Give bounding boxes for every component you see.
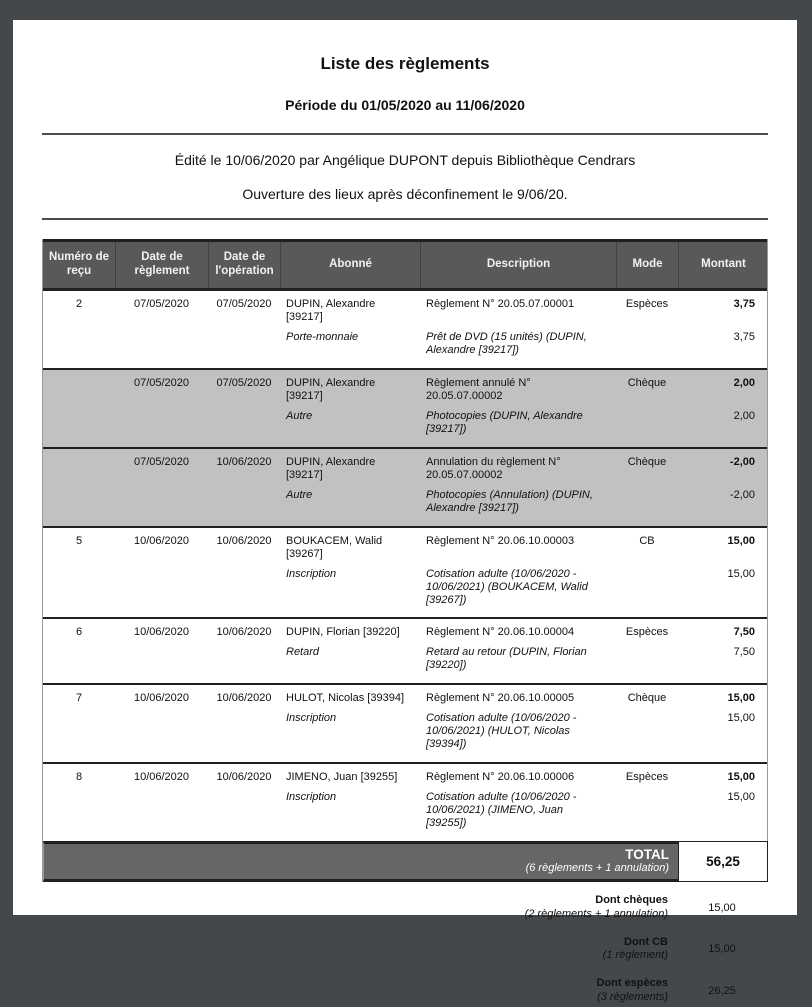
total-left [43,841,678,882]
detail-description-cell: Cotisation adulte (10/06/2020 - 10/06/2021) (BOUKACEM, Walid [39267]) [426,567,588,606]
table-row [43,447,767,526]
receipt-number-cell: 7 [75,692,83,705]
summary-note: (3 règlements) [597,990,668,1003]
detail-amount-cell: 7,50 [733,646,755,659]
member-cell: DUPIN, Alexandre [39217] [286,376,376,402]
mode-cell: Chèque [627,692,667,705]
amount-cell: 7,50 [733,626,755,639]
header-cell: Mode [616,242,678,288]
mode-cell: Espèces [625,298,669,310]
summary-note: (1 règlement) [602,949,668,962]
operation-date-cell: 10/06/2020 [216,626,272,639]
description-cell: Règlement N° 20.05.07.00001 [426,298,575,310]
amount-cell: -2,00 [729,455,755,468]
mode-cell: Chèque [627,376,667,389]
detail-amount-cell: -2,00 [729,488,755,501]
amount-cell: 3,75 [733,298,755,310]
summary-label: Dont CB [624,935,668,948]
summary-note: (2 règlements + 1 annulation) [524,907,668,920]
detail-description-cell: Prêt de DVD (15 unités) (DUPIN, Alexandre [39217]) [426,330,587,356]
operation-date-cell: 10/06/2020 [216,692,272,705]
summary-label: Dont chèques [595,894,668,907]
mode-cell: Espèces [625,626,669,639]
total-note: (6 règlements + 1 annulation) [525,862,669,875]
table-row [43,526,767,618]
member-cell: DUPIN, Alexandre [39217] [286,298,376,323]
detail-amount-cell: 2,00 [733,409,755,422]
header-cell: Description [420,242,616,288]
member-cell: DUPIN, Florian [39220] [286,626,400,639]
payment-date-cell: 07/05/2020 [133,376,190,389]
receipt-number-cell: 5 [75,534,83,547]
header-cell: Date de l'opération [208,242,280,288]
header-cell: Date de règlement [115,242,208,288]
header-cell: Numéro de reçu [48,251,110,277]
description-cell: Règlement annulé N° 20.05.07.00002 [426,376,531,402]
operation-date-cell: 07/05/2020 [216,376,272,389]
total-row [43,841,767,882]
detail-description-cell: Cotisation adulte (10/06/2020 - 10/06/2021) (HULOT, Nicolas [39394]) [426,712,577,751]
header-cell: Abonné [280,242,420,288]
receipt-number-cell: 6 [75,626,83,639]
description-cell: Règlement N° 20.06.10.00005 [426,692,575,705]
member-cell: BOUKACEM, Walid [39267] [286,534,383,560]
detail-description-cell: Retard au retour (DUPIN, Florian [39220]) [426,646,587,672]
payment-date-cell: 10/06/2020 [133,771,190,784]
table-header [43,239,767,291]
report-page [13,20,797,1003]
description-cell: Règlement N° 20.06.10.00003 [426,534,575,547]
summary-row [42,975,768,1007]
mode-cell: Chèque [627,455,667,468]
detail-category-cell: Autre [286,488,313,501]
detail-category-cell: Inscription [286,567,337,580]
table-row [43,617,767,683]
payment-date-cell: 10/06/2020 [133,534,190,547]
mode-cell: CB [639,534,655,547]
description-cell: Règlement N° 20.06.10.00006 [426,771,575,784]
detail-category-cell: Porte-monnaie [286,330,359,343]
detail-category-cell: Retard [286,646,320,659]
detail-description-cell: Cotisation adulte (10/06/2020 - 10/06/2021) (JIMENO, Juan [39255]) [426,791,577,830]
summary-row [42,934,768,966]
summary-left [42,934,677,966]
member-cell: DUPIN, Alexandre [39217] [286,455,376,481]
detail-category-cell: Inscription [286,712,337,725]
member-cell: HULOT, Nicolas [39394] [286,692,404,705]
description-cell: Annulation du règlement N° 20.05.07.00002 [426,455,561,481]
amount-cell: 15,00 [727,534,755,547]
page-title: Liste des règlements [320,54,490,73]
amount-cell: 2,00 [733,376,755,389]
table-row [43,683,767,762]
detail-category-cell: Autre [286,409,313,422]
payment-date-cell: 10/06/2020 [133,692,190,705]
summary-amount: 15,00 [708,943,736,956]
summary-amount: 26,25 [708,984,736,997]
payment-date-cell: 07/05/2020 [133,298,190,310]
summary-left [42,975,677,1007]
edited-line: Édité le 10/06/2020 par Angélique DUPONT depuis Bibliothèque Cendrars [174,152,636,168]
table-body [43,291,767,841]
table-row [43,291,767,368]
header-cell: Montant [678,242,768,288]
detail-amount-cell: 3,75 [733,330,755,343]
payment-date-cell: 10/06/2020 [133,626,190,639]
note-line: Ouverture des lieux après déconfinement le 9/06/20. [242,186,568,202]
receipt-number-cell: 2 [75,298,83,310]
divider-top [42,133,768,135]
detail-amount-cell: 15,00 [727,712,755,725]
divider-bottom [42,218,768,220]
payments-table [42,239,768,882]
receipt-number-cell [43,370,115,405]
member-cell: JIMENO, Juan [39255] [286,771,398,784]
amount-cell: 15,00 [727,771,755,784]
detail-category-cell: Inscription [286,791,337,804]
detail-description-cell: Photocopies (Annulation) (DUPIN, Alexandre [39217]) [426,488,593,514]
receipt-number-cell [43,449,115,484]
operation-date-cell: 10/06/2020 [216,455,272,468]
payment-date-cell: 07/05/2020 [133,455,190,468]
total-amount: 56,25 [678,841,768,882]
amount-cell: 15,00 [727,692,755,705]
mode-cell: Espèces [625,771,669,784]
summaries-section [42,892,768,1007]
summary-amount: 15,00 [708,901,736,914]
operation-date-cell: 10/06/2020 [216,534,272,547]
detail-amount-cell: 15,00 [727,567,755,580]
period-subtitle: Période du 01/05/2020 au 11/06/2020 [285,97,525,113]
description-cell: Règlement N° 20.06.10.00004 [426,626,575,639]
table-row [43,762,767,841]
summary-label: Dont espèces [596,977,668,990]
detail-description-cell: Photocopies (DUPIN, Alexandre [39217]) [426,409,583,435]
operation-date-cell: 10/06/2020 [216,771,272,784]
table-row [43,368,767,447]
total-label: TOTAL [625,847,669,863]
receipt-number-cell: 8 [75,771,83,784]
operation-date-cell: 07/05/2020 [216,298,272,310]
detail-amount-cell: 15,00 [727,791,755,804]
